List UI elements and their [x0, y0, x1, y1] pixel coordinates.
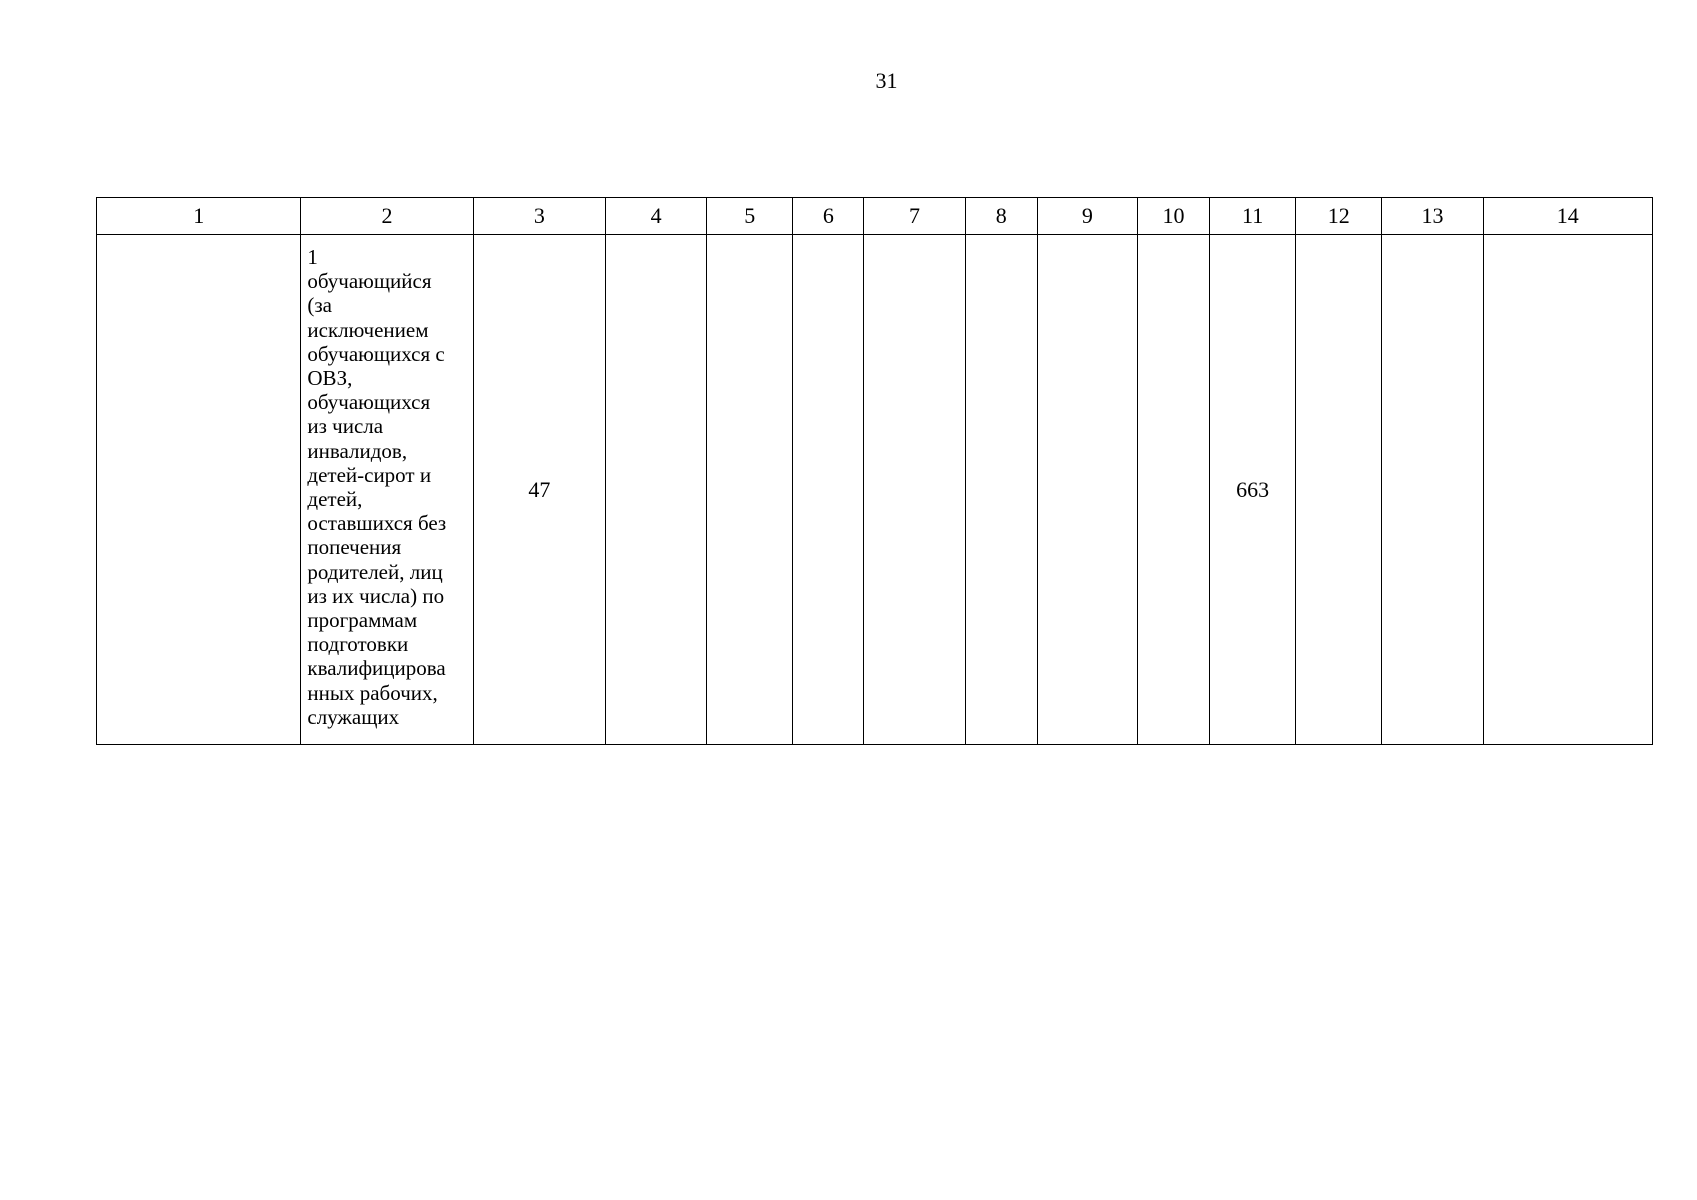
- table-cell: [1037, 235, 1137, 745]
- column-header: 2: [301, 198, 473, 235]
- table-cell: [1483, 235, 1652, 745]
- description-cell: 1 обучающийся (за исключением обучающихся с ОВЗ, обучающихся из числа инвалидов, детей-сирот и детей, оставшихся без попечения родителей, лиц из их числа) по программам подготовки квалифицирова нных рабочих, служащих: [301, 235, 473, 745]
- column-header: 6: [793, 198, 864, 235]
- table-header-row: [97, 198, 1653, 235]
- column-header: 1: [97, 198, 301, 235]
- column-header: 5: [707, 198, 793, 235]
- table-cell: [1137, 235, 1209, 745]
- column-header: 8: [965, 198, 1037, 235]
- column-header: 12: [1296, 198, 1382, 235]
- column-header: 13: [1382, 198, 1483, 235]
- table-cell: 47: [473, 235, 605, 745]
- data-table: [96, 197, 1653, 745]
- column-header: 9: [1037, 198, 1137, 235]
- table-cell: [965, 235, 1037, 745]
- table-cell: [605, 235, 706, 745]
- table-row: [97, 235, 1653, 745]
- column-header: 14: [1483, 198, 1652, 235]
- column-header: 4: [605, 198, 706, 235]
- table-cell: [97, 235, 301, 745]
- table-cell: [1296, 235, 1382, 745]
- table-cell: [707, 235, 793, 745]
- column-header: 11: [1210, 198, 1296, 235]
- table-cell: [864, 235, 965, 745]
- column-header: 10: [1137, 198, 1209, 235]
- table-cell: [1382, 235, 1483, 745]
- page-number: 31: [875, 68, 898, 93]
- table-cell: 663: [1210, 235, 1296, 745]
- column-header: 3: [473, 198, 605, 235]
- table-cell: [793, 235, 864, 745]
- column-header: 7: [864, 198, 965, 235]
